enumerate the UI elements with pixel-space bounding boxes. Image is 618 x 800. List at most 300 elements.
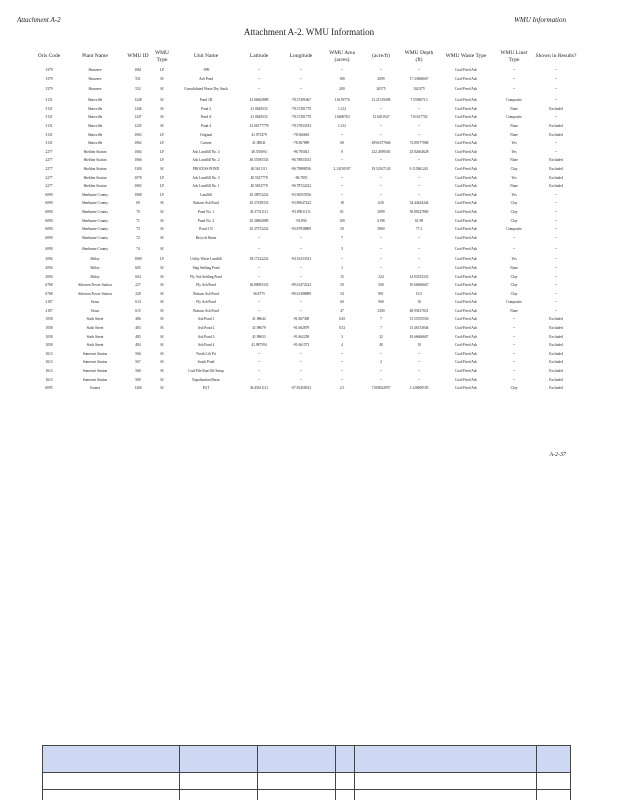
table-cell: 69: [136, 201, 140, 206]
table-cell: PROCESS POND: [192, 166, 220, 171]
table-cell: 615: [135, 308, 141, 313]
column-header: Unit Name: [193, 53, 219, 60]
table-cell: 7.000022957: [371, 386, 391, 391]
table-cell: 17.33666667: [409, 76, 429, 81]
table-cell: --: [379, 257, 383, 262]
table-cell: -91.667308: [292, 317, 310, 322]
table-cell: 604: [135, 274, 141, 279]
table-cell: 1247: [134, 115, 142, 120]
table-cell: Coal-Fired Ash: [454, 283, 478, 288]
table-cell: Consolidated Waste Dry Stack: [184, 87, 228, 92]
table-cell: 40.555694: [251, 149, 267, 154]
table-cell: Ash Pond 4: [197, 343, 215, 348]
table-row: [34, 217, 578, 226]
table-cell: 2099: [377, 76, 385, 81]
table-cell: 39.17222222: [249, 257, 269, 262]
table-cell: 41.98679: [252, 326, 266, 331]
table-cell: 2277: [45, 158, 53, 163]
table-cell: --: [512, 377, 516, 382]
table-cell: 41.08041: [252, 141, 266, 146]
table-cell: 6090: [45, 227, 53, 232]
table-cell: Shawnee: [88, 87, 102, 92]
table-cell: 0.45: [338, 317, 346, 322]
table-cell: 1300: [134, 166, 142, 171]
table-cell: Coal-Fired Ash: [454, 76, 478, 81]
table-cell: Shawnee: [88, 76, 102, 81]
table-row: [34, 165, 578, 174]
table-cell: Composite: [506, 98, 522, 103]
table-cell: Sikeston Power Station: [78, 291, 112, 296]
table-cell: 6095: [45, 386, 53, 391]
table-cell: 569: [135, 377, 141, 382]
table-cell: 1064: [134, 149, 142, 154]
table-cell: 3860: [377, 227, 385, 232]
table-cell: --: [417, 106, 421, 111]
table-cell: 1078: [134, 175, 142, 180]
table-cell: Clay: [510, 218, 518, 223]
table-cell: Pond 1B: [199, 98, 213, 103]
table-cell: SI: [160, 87, 164, 92]
table-cell: -91.662879: [292, 326, 310, 331]
table-cell: Coal-Fired Ash: [454, 106, 478, 111]
table-cell: 3131: [45, 115, 53, 120]
table-row: [34, 333, 578, 342]
table-cell: -96.79888556: [290, 166, 312, 171]
table-cell: --: [554, 246, 558, 251]
table-cell: 14.93333333: [409, 274, 429, 279]
table-cell: 7.55940713: [410, 98, 428, 103]
table-cell: SI: [160, 377, 164, 382]
table-cell: 1063: [134, 132, 142, 137]
table-cell: --: [257, 308, 261, 313]
table-cell: --: [379, 369, 383, 374]
column-header: Shown in Results?: [535, 53, 577, 60]
table-cell: 41.98633: [252, 334, 266, 339]
table-cell: 50: [340, 227, 344, 232]
table-cell: 1.212: [337, 124, 347, 129]
table-cell: 19.52167126: [371, 166, 391, 171]
table-cell: 6090: [45, 218, 53, 223]
table-cell: 45.36862889: [249, 218, 269, 223]
table-cell: --: [257, 351, 261, 356]
table-cell: Sioux: [90, 300, 100, 305]
table-cell: --: [379, 124, 383, 129]
table-cell: 1062: [134, 141, 142, 146]
table-cell: Shawville: [87, 106, 103, 111]
table-body: [34, 66, 578, 393]
table-cell: 1248: [134, 98, 142, 103]
table-cell: 1058: [45, 326, 53, 331]
table-row: [34, 324, 578, 333]
table-cell: Ash Pond 3: [197, 334, 215, 339]
table-cell: Pond 4: [200, 124, 212, 129]
table-cell: 2: [380, 360, 382, 365]
table-cell: --: [299, 369, 303, 374]
table-cell: 200: [339, 87, 345, 92]
table-cell: FGT: [202, 386, 210, 391]
column-header: WMU Waste Type: [445, 53, 487, 60]
table-cell: Ash Pond 1: [197, 317, 215, 322]
table-cell: None: [510, 158, 518, 163]
table-cell: 1613: [45, 360, 53, 365]
table-cell: SI: [160, 326, 164, 331]
table-cell: -91.662258: [292, 334, 310, 339]
table-cell: -96.7855: [294, 175, 308, 180]
table-cell: --: [379, 192, 383, 197]
footer-divider: [257, 745, 258, 800]
table-cell: --: [257, 377, 261, 382]
table-cell: Coal-Fired Ash: [454, 257, 478, 262]
table-row: [34, 272, 578, 281]
table-cell: 73: [136, 227, 140, 232]
table-cell: --: [417, 369, 421, 374]
table-cell: --: [257, 246, 261, 251]
table-cell: 7: [380, 326, 382, 331]
table-cell: Sibley: [90, 274, 100, 279]
running-header-left: Attachment A-2: [17, 16, 61, 24]
table-cell: 68: [340, 141, 344, 146]
table-cell: Coal-Fired Ash: [454, 115, 478, 120]
table-cell: --: [417, 235, 421, 240]
table-cell: [174, 242, 238, 255]
page-title: Attachment A-2. WMU Information: [243, 27, 375, 37]
table-cell: Excluded: [549, 326, 563, 331]
table-cell: 224: [378, 274, 384, 279]
table-cell: --: [299, 76, 303, 81]
table-cell: 72.89177068: [409, 141, 429, 146]
table-cell: 7.61617702: [410, 115, 428, 120]
table-cell: --: [554, 218, 558, 223]
table-cell: --: [379, 106, 383, 111]
table-cell: 9: [341, 149, 343, 154]
table-cell: Coal-Fired Ash: [454, 149, 478, 154]
table-cell: 6768: [45, 291, 53, 296]
table-cell: --: [340, 175, 344, 180]
table-cell: Sheldon Station: [83, 175, 107, 180]
table-row: [34, 358, 578, 367]
table-cell: Pond 3 N: [199, 227, 213, 232]
table-cell: Coal-Fired Ash: [454, 201, 478, 206]
table-cell: Sixth Street: [86, 343, 104, 348]
table-cell: -94.16333333: [290, 257, 312, 262]
column-header: Oris Code: [37, 53, 61, 60]
table-cell: 3131: [45, 141, 53, 146]
table-row: [34, 113, 578, 122]
table-cell: Coal-Fired Ash: [454, 98, 478, 103]
table-cell: --: [512, 326, 516, 331]
table-cell: 2107: [45, 300, 53, 305]
table-row: [34, 174, 578, 183]
table-row: [34, 199, 578, 208]
table-cell: Coal-Fired Ash: [454, 227, 478, 232]
table-cell: --: [299, 246, 303, 251]
column-header: Plant Name: [82, 53, 108, 60]
table-cell: Coal-Fired Ash: [454, 124, 478, 129]
table-cell: 3: [341, 246, 343, 251]
table-cell: --: [257, 265, 261, 270]
column-header: WMU Type: [154, 50, 170, 63]
table-cell: --: [257, 68, 261, 73]
table-cell: 3131: [45, 132, 53, 137]
table-cell: 6198: [377, 218, 385, 223]
table-cell: 4: [341, 343, 343, 348]
table-row: [34, 139, 578, 148]
table-cell: 614: [135, 300, 141, 305]
table-cell: 18: [340, 201, 344, 206]
table-cell: Clay: [510, 386, 518, 391]
table-cell: 36.45611111: [249, 386, 269, 391]
table-cell: 1613: [45, 351, 53, 356]
table-cell: North Lift Pit: [196, 351, 216, 356]
table-cell: 10: [417, 343, 421, 348]
table-cell: Coal-Fired Ash: [454, 369, 478, 374]
table-row: [34, 281, 578, 290]
table-cell: -97.05458333: [290, 386, 312, 391]
table-cell: --: [340, 369, 344, 374]
table-cell: Coal-Fired Ash: [454, 184, 478, 189]
table-cell: -93.89647222: [290, 201, 312, 206]
table-cell: --: [512, 87, 516, 92]
table-cell: 2277: [45, 184, 53, 189]
table-cell: 1066: [134, 158, 142, 163]
table-row: [34, 242, 578, 255]
table-cell: Somerset Station: [82, 351, 108, 356]
table-cell: 2300: [377, 308, 385, 313]
table-cell: -78.367889: [292, 141, 310, 146]
table-cell: Sherburne County: [81, 227, 109, 232]
table-row: [34, 131, 578, 140]
table-cell: --: [554, 227, 558, 232]
table-cell: 60: [340, 300, 344, 305]
table-cell: 102.875: [413, 87, 425, 92]
table-cell: 891: [378, 291, 384, 296]
table-cell: --: [379, 158, 383, 163]
table-cell: --: [417, 351, 421, 356]
table-cell: 6090: [45, 209, 53, 214]
table-cell: --: [299, 87, 303, 92]
table-row: [34, 66, 578, 75]
table-cell: 32: [379, 334, 383, 339]
table-cell: SI: [160, 201, 164, 206]
table-row: [34, 234, 578, 243]
table-cell: 2094: [45, 265, 53, 270]
table-row: [34, 315, 578, 324]
table-cell: 10.66666667: [409, 334, 429, 339]
table-cell: -78.37281778: [290, 115, 312, 120]
table-row: [34, 255, 578, 264]
table-cell: Clay: [510, 274, 518, 279]
table-cell: --: [554, 76, 558, 81]
table-cell: --: [340, 377, 344, 382]
table-cell: --: [417, 124, 421, 129]
footer-rule: [42, 772, 571, 773]
table-row: [34, 122, 578, 131]
table-cell: --: [554, 115, 558, 120]
table-cell: Fly Ash Settling Pond: [190, 274, 222, 279]
table-cell: Sibley: [90, 257, 100, 262]
table-row: [34, 290, 578, 299]
table-cell: 1065: [134, 184, 142, 189]
table-cell: SI: [160, 343, 164, 348]
table-cell: Excluded: [549, 386, 563, 391]
table-cell: Coal-Fired Ash: [454, 317, 478, 322]
table-cell: 1613: [45, 377, 53, 382]
footer-divider: [42, 745, 43, 800]
table-cell: --: [257, 369, 261, 374]
table-cell: 960: [378, 300, 384, 305]
table-cell: --: [379, 377, 383, 382]
table-cell: --: [379, 68, 383, 73]
table-cell: --: [417, 192, 421, 197]
table-cell: Bottom Ash Pond: [193, 201, 219, 206]
table-cell: 47: [340, 308, 344, 313]
table-cell: Coal-Fired Ash: [454, 360, 478, 365]
table-cell: SI: [160, 124, 164, 129]
table-cell: Excluded: [549, 124, 563, 129]
table-cell: 71: [136, 218, 140, 223]
table-cell: Composite: [506, 227, 522, 232]
table-cell: Coal-Fired Ash: [454, 246, 478, 251]
table-cell: Yes: [511, 192, 517, 197]
wmu-table: [34, 47, 578, 393]
table-cell: --: [257, 76, 261, 81]
table-cell: --: [340, 68, 344, 73]
table-cell: -93.894: [295, 218, 307, 223]
table-cell: --: [554, 192, 558, 197]
table-cell: Coal-Fired Ash: [454, 166, 478, 171]
table-cell: LF: [159, 149, 165, 154]
table-cell: Sherburne County: [81, 246, 109, 251]
table-header-row: [34, 47, 578, 66]
table-cell: 15: [340, 274, 344, 279]
table-cell: 4956.677666: [371, 141, 391, 146]
table-cell: --: [554, 149, 558, 154]
table-cell: Yes: [511, 257, 517, 262]
table-cell: --: [257, 87, 261, 92]
table-cell: 41.98642: [252, 317, 266, 322]
table-cell: Ash Pond 2: [197, 326, 215, 331]
table-cell: Fly Ash Pond: [196, 283, 216, 288]
table-cell: 1379: [45, 68, 53, 73]
table-cell: Coal-Fired Ash: [454, 334, 478, 339]
table-cell: Utility Waste Landfill: [190, 257, 222, 262]
table-cell: Coal-Fired Ash: [454, 87, 478, 92]
table-cell: 2094: [45, 257, 53, 262]
table-cell: --: [512, 68, 516, 73]
table-cell: LF: [159, 192, 165, 197]
table-cell: 72: [136, 235, 140, 240]
table-cell: Sixth Street: [86, 326, 104, 331]
table-cell: Coal-Fired Ash: [454, 175, 478, 180]
table-cell: 1379: [45, 76, 53, 81]
table-cell: 6090: [45, 192, 53, 197]
table-cell: 40: [379, 343, 383, 348]
table-cell: Sheldon Station: [83, 166, 107, 171]
table-cell: SI: [160, 246, 164, 251]
table-cell: SI: [160, 106, 164, 111]
table-cell: 6090: [45, 201, 53, 206]
footer-rule: [42, 789, 571, 790]
table-cell: --: [379, 351, 383, 356]
table-cell: 2277: [45, 175, 53, 180]
table-cell: Coal-Fired Ash: [454, 209, 478, 214]
table-cell: Excluded: [549, 175, 563, 180]
table-cell: --: [299, 300, 303, 305]
table-cell: Pond 2: [200, 106, 212, 111]
table-cell: --: [417, 68, 421, 73]
table-cell: Clay: [510, 291, 518, 296]
table-cell: --: [340, 257, 344, 262]
table-cell: Clay: [510, 166, 518, 171]
table-cell: Ash Pond: [198, 76, 214, 81]
table-cell: Excluded: [549, 158, 563, 163]
table-cell: 2277: [45, 149, 53, 154]
table-cell: 16: [417, 300, 421, 305]
table-cell: --: [512, 369, 516, 374]
table-cell: Excluded: [549, 106, 563, 111]
table-cell: Pond A: [200, 115, 212, 120]
table-cell: Coal-Fired Ash: [454, 265, 478, 270]
table-cell: --: [299, 351, 303, 356]
table-cell: 61.98: [414, 218, 424, 223]
table-cell: --: [554, 98, 558, 103]
table-cell: --: [299, 308, 303, 313]
table-cell: --: [299, 265, 303, 270]
table-cell: 13.46153846: [409, 326, 429, 331]
table-cell: --: [554, 141, 558, 146]
table-cell: 50: [340, 283, 344, 288]
table-cell: Current: [200, 141, 212, 146]
page-number: A-2-37: [549, 452, 566, 458]
table-cell: Landfill: [200, 192, 212, 197]
table-cell: 1069: [134, 257, 142, 262]
table-cell: -96.78722222: [290, 184, 312, 189]
table-cell: 227: [135, 283, 141, 288]
table-cell: Coal-Fired Ash: [454, 132, 478, 137]
table-row: [34, 264, 578, 273]
table-cell: -78.37833333: [290, 124, 312, 129]
table-row: [34, 225, 578, 234]
table-row: [34, 105, 578, 114]
table-cell: 3131: [45, 106, 53, 111]
table-cell: -96.78833333: [290, 158, 312, 163]
table-cell: SI: [160, 115, 164, 120]
table-cell: --: [512, 360, 516, 365]
table-cell: 34.44444444: [409, 201, 429, 206]
table-cell: Composite: [506, 115, 522, 120]
table-cell: --: [340, 351, 344, 356]
table-row: [34, 75, 578, 84]
table-cell: 3131: [45, 124, 53, 129]
table-cell: None: [510, 184, 518, 189]
table-cell: Somerset Station: [82, 377, 108, 382]
table-cell: 41.06602889: [249, 98, 269, 103]
table-cell: 6090: [45, 246, 53, 251]
table-cell: Coal-Fired Ash: [454, 192, 478, 197]
table-cell: --: [512, 76, 516, 81]
table-cell: 551: [135, 76, 141, 81]
table-cell: --: [417, 377, 421, 382]
table-cell: LF: [159, 132, 165, 137]
table-cell: Shawnee: [88, 68, 102, 73]
table-cell: SI: [160, 360, 164, 365]
table-cell: Coal-Fired Ash: [454, 218, 478, 223]
table-cell: --: [417, 158, 421, 163]
table-cell: 3: [341, 334, 343, 339]
table-cell: SI: [160, 166, 164, 171]
table-cell: SI: [160, 334, 164, 339]
table-cell: 48.93617021: [409, 308, 429, 313]
